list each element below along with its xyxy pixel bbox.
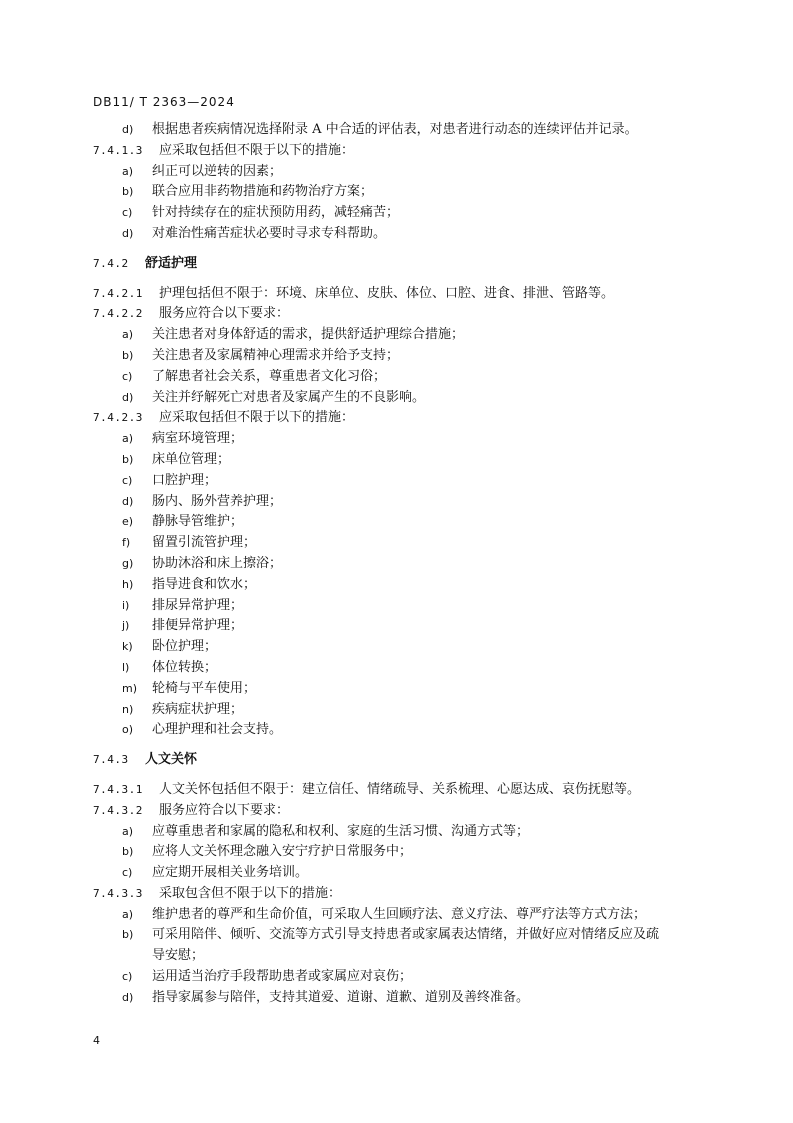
list-item-text: 应定期开展相关业务培训。 <box>152 865 309 881</box>
list-item-text: 卧位护理； <box>152 639 218 655</box>
clause-text: 采取包含但不限于以下的措施： <box>159 885 342 901</box>
list-item <box>0 471 793 492</box>
list-item-label: i) <box>122 598 130 612</box>
list-item <box>0 637 793 658</box>
clause-number: 7.4.1.3 <box>93 143 143 157</box>
clause <box>0 408 793 429</box>
list-item <box>0 658 793 679</box>
list-item-label: c) <box>122 473 133 487</box>
spacer <box>0 245 793 254</box>
list-item-text: 纠正可以逆转的因素； <box>152 163 283 179</box>
list-item-text: 关注患者及家属精神心理需求并给予支持； <box>152 347 400 363</box>
list-item <box>0 988 793 1009</box>
list-item-text: 留置引流管护理； <box>152 535 257 551</box>
list-item <box>0 967 793 988</box>
list-item-label: e) <box>122 515 134 529</box>
list-item <box>0 203 793 224</box>
clause-text: 应采取包括但不限于以下的措施： <box>159 142 355 158</box>
list-item-text: 体位转换； <box>152 659 218 675</box>
list-item-text: 排便异常护理； <box>152 618 244 634</box>
continuation-text: 导安慰； <box>152 948 205 964</box>
list-item-label: j) <box>122 619 130 633</box>
list-item-label: d) <box>122 494 134 508</box>
clause <box>0 780 793 801</box>
list-item <box>0 822 793 843</box>
page-number: 4 <box>93 1034 100 1047</box>
list-item-text: 应将人文关怀理念融入安宁疗护日常服务中； <box>152 844 413 860</box>
list-item-label: a) <box>122 432 134 446</box>
list-item <box>0 679 793 700</box>
list-item-text: 疾病症状护理； <box>152 701 244 717</box>
list-item-text: 病室环境管理； <box>152 431 244 447</box>
list-item <box>0 224 793 245</box>
list-item <box>0 182 793 203</box>
list-item <box>0 720 793 741</box>
list-item <box>0 120 793 141</box>
list-item <box>0 554 793 575</box>
list-item <box>0 450 793 471</box>
section-heading <box>0 750 793 771</box>
list-item-text: 口腔护理； <box>152 472 218 488</box>
list-item-label: f) <box>122 536 131 550</box>
list-item <box>0 596 793 617</box>
list-item-label: b) <box>122 348 134 362</box>
document-body <box>0 120 793 1009</box>
list-item-label: a) <box>122 164 134 178</box>
spacer <box>0 275 793 284</box>
spacer <box>0 741 793 750</box>
clause-number: 7.4.2.2 <box>93 307 143 321</box>
standard-code-header: DB11/ T 2363—2024 <box>93 95 235 109</box>
list-item-label: m) <box>122 681 138 695</box>
list-item-label: d) <box>122 990 134 1004</box>
list-item-text: 对难治性痛苦症状必要时寻求专科帮助。 <box>152 225 387 241</box>
list-item <box>0 863 793 884</box>
list-item-label: a) <box>122 907 134 921</box>
clause-text: 护理包括但不限于：环境、床单位、皮肤、体位、口腔、进食、排泄、管路等。 <box>159 285 615 301</box>
list-item-label: o) <box>122 723 134 737</box>
list-item-text: 应尊重患者和家属的隐私和权利、家庭的生活习惯、沟通方式等； <box>152 823 530 839</box>
list-item-label: a) <box>122 328 134 342</box>
list-item-text: 运用适当治疗手段帮助患者或家属应对哀伤； <box>152 969 413 985</box>
list-item-text: 维护患者的尊严和生命价值，可采取人生回顾疗法、意义疗法、尊严疗法等方式方法； <box>152 906 647 922</box>
clause-number: 7.4.3.2 <box>93 803 143 817</box>
list-item-label: c) <box>122 970 133 984</box>
list-item <box>0 905 793 926</box>
list-item-label: d) <box>122 226 134 240</box>
list-item-label: n) <box>122 702 134 716</box>
list-item-text: 肠内、肠外营养护理； <box>152 493 283 509</box>
spacer <box>0 771 793 780</box>
clause-text: 人文关怀包括但不限于：建立信任、情绪疏导、关系梳理、心愿达成、哀伤抚慰等。 <box>159 781 641 797</box>
list-item <box>0 575 793 596</box>
clause-number: 7.4.2.1 <box>93 286 143 300</box>
clause <box>0 884 793 905</box>
list-item-continuation <box>0 946 793 967</box>
list-item <box>0 842 793 863</box>
list-item-label: g) <box>122 556 134 570</box>
list-item-text: 联合应用非药物措施和药物治疗方案； <box>152 184 374 200</box>
clause <box>0 141 793 162</box>
list-item <box>0 700 793 721</box>
section-title: 舒适护理 <box>145 255 198 271</box>
list-item-text: 轮椅与平车使用； <box>152 680 257 696</box>
clause-text: 服务应符合以下要求： <box>159 306 290 322</box>
list-item <box>0 616 793 637</box>
list-item-label: a) <box>122 824 134 838</box>
list-item-text: 针对持续存在的症状预防用药，减轻痛苦； <box>152 205 400 221</box>
clause-number: 7.4.3.1 <box>93 782 143 796</box>
list-item <box>0 492 793 513</box>
list-item <box>0 388 793 409</box>
list-item <box>0 925 793 946</box>
list-item <box>0 162 793 183</box>
list-item-text: 心理护理和社会支持。 <box>152 722 283 738</box>
list-item <box>0 533 793 554</box>
list-item-label: d) <box>122 390 134 404</box>
list-item-text: 关注并纾解死亡对患者及家属产生的不良影响。 <box>152 389 426 405</box>
clause <box>0 304 793 325</box>
list-item-text: 了解患者社会关系，尊重患者文化习俗； <box>152 368 387 384</box>
list-item-text: 指导进食和饮水； <box>152 576 257 592</box>
list-item-label: c) <box>122 206 133 220</box>
list-item-label: d) <box>122 123 134 136</box>
list-item-label: l) <box>122 660 130 674</box>
list-item-text: 床单位管理； <box>152 451 231 467</box>
list-item-label: b) <box>122 185 134 199</box>
list-item-label: b) <box>122 845 134 859</box>
list-item-label: h) <box>122 577 134 591</box>
list-item-text: 关注患者对身体舒适的需求，提供舒适护理综合措施； <box>152 327 465 343</box>
clause-text: 服务应符合以下要求： <box>159 802 290 818</box>
list-item-label: c) <box>122 866 133 880</box>
section-number: 7.4.2 <box>93 256 129 270</box>
list-item <box>0 325 793 346</box>
clause-number: 7.4.2.3 <box>93 411 143 425</box>
list-item-text: 根据患者疾病情况选择附录 A 中合适的评估表，对患者进行动态的连续评估并记录。 <box>152 122 638 137</box>
list-item <box>0 346 793 367</box>
clause <box>0 284 793 305</box>
clause-number: 7.4.3.3 <box>93 886 143 900</box>
section-heading <box>0 254 793 275</box>
list-item-text: 协助沐浴和床上擦浴； <box>152 555 283 571</box>
clause-text: 应采取包括但不限于以下的措施： <box>159 410 355 426</box>
list-item-text: 排尿异常护理； <box>152 597 244 613</box>
section-title: 人文关怀 <box>145 752 198 768</box>
list-item-text: 可采用陪伴、倾听、交流等方式引导支持患者或家属表达情绪，并做好应对情绪反应及疏 <box>152 927 660 943</box>
list-item-label: k) <box>122 640 133 654</box>
section-number: 7.4.3 <box>93 753 129 767</box>
list-item-label: c) <box>122 369 133 383</box>
list-item-text: 静脉导管维护； <box>152 514 244 530</box>
list-item <box>0 367 793 388</box>
list-item <box>0 512 793 533</box>
list-item <box>0 429 793 450</box>
list-item-label: b) <box>122 928 134 942</box>
list-item-label: b) <box>122 452 134 466</box>
list-item-text: 指导家属参与陪伴，支持其道爱、道谢、道歉、道别及善终准备。 <box>152 989 530 1005</box>
clause <box>0 801 793 822</box>
